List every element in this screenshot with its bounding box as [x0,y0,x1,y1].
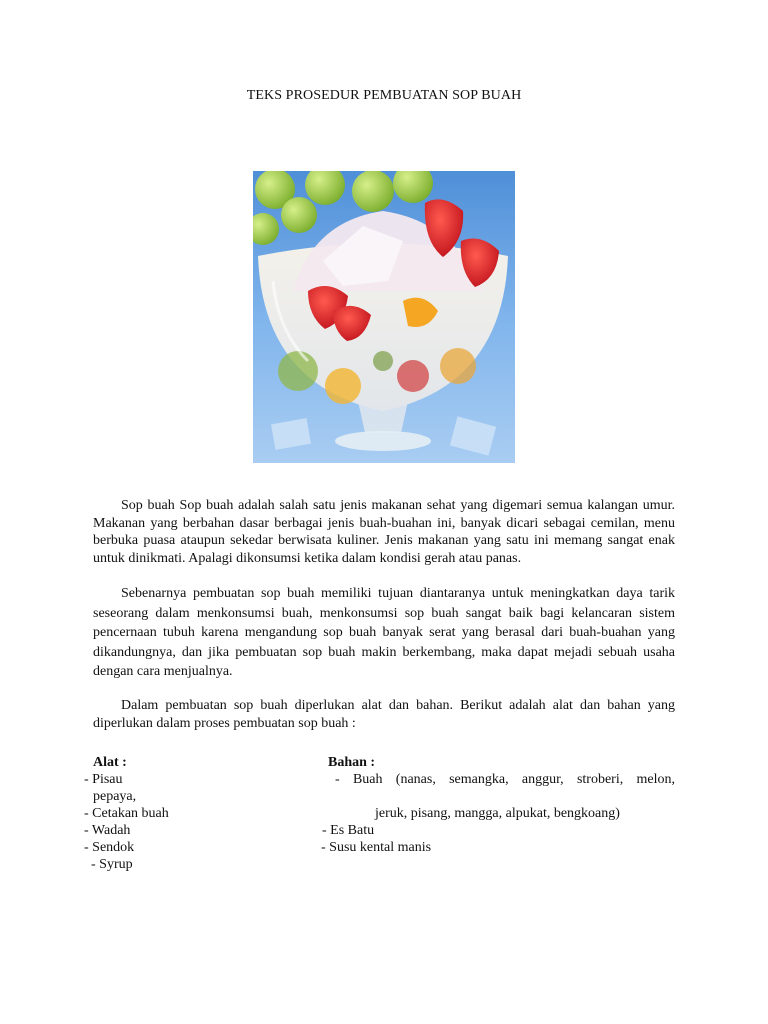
paragraph-tools-intro-text: Dalam pembuatan sop buah diperlukan alat dan bahan. Berikut adalah alat dan bahan yang diperlukan dalam proses pembuatan sop buah : [93,698,675,731]
paragraph-tools-intro [93,697,675,732]
paragraph-intro-text: Sop buah Sop buah adalah salah satu jenis makanan sehat yang digemari semua kalangan umur. Makanan yang berbahan dasar berbagai jenis buah-buahan ini, banyak dicari sebagai cemilan, menu berbuka puasa ataupun sekedar berwisata kuliner. Jenis makanan yang satu ini memang sangat enak untuk dinikmati. Apalagi dikonsumsi ketika dalam kondisi gerah atau panas. [93,498,675,566]
document-title: TEKS PROSEDUR PEMBUATAN SOP BUAH [246,88,522,103]
bahan-item: - Buah (nanas, semangka, anggur, stroberi, melon, [335,772,675,787]
paragraph-purpose [93,584,675,682]
bahan-item: jeruk, pisang, mangga, alpukat, bengkoang) [375,806,620,821]
alat-item: - Sendok [84,840,135,855]
alat-item: pepaya, [93,789,137,804]
bahan-item: - Susu kental manis [321,840,432,855]
fruit-soup-photo [253,171,515,463]
paragraph-intro [93,497,675,567]
bahan-heading: Bahan : [328,755,376,770]
alat-item: - Wadah [84,823,131,838]
alat-item: - Syrup [91,857,133,872]
alat-heading: Alat : [93,755,127,770]
bahan-item: - Es Batu [322,823,375,838]
alat-item: - Pisau [84,772,123,787]
paragraph-purpose-text: Sebenarnya pembuatan sop buah memiliki tujuan diantaranya untuk meningkatkan daya tarik seseorang dalam menkonsumsi buah, menkonsumsi sop buah sangat baik bagi kelancaran sistem pencernaan tubuh karena mengandung sop buah banyak serat yang berasal dari buah-buahan yang dikandungnya, dan jika pembuatan sop buah makin berkembang, maka dapat mejadi sebuah usaha dengan cara menjualnya. [93,586,675,679]
alat-item: - Cetakan buah [84,806,169,821]
